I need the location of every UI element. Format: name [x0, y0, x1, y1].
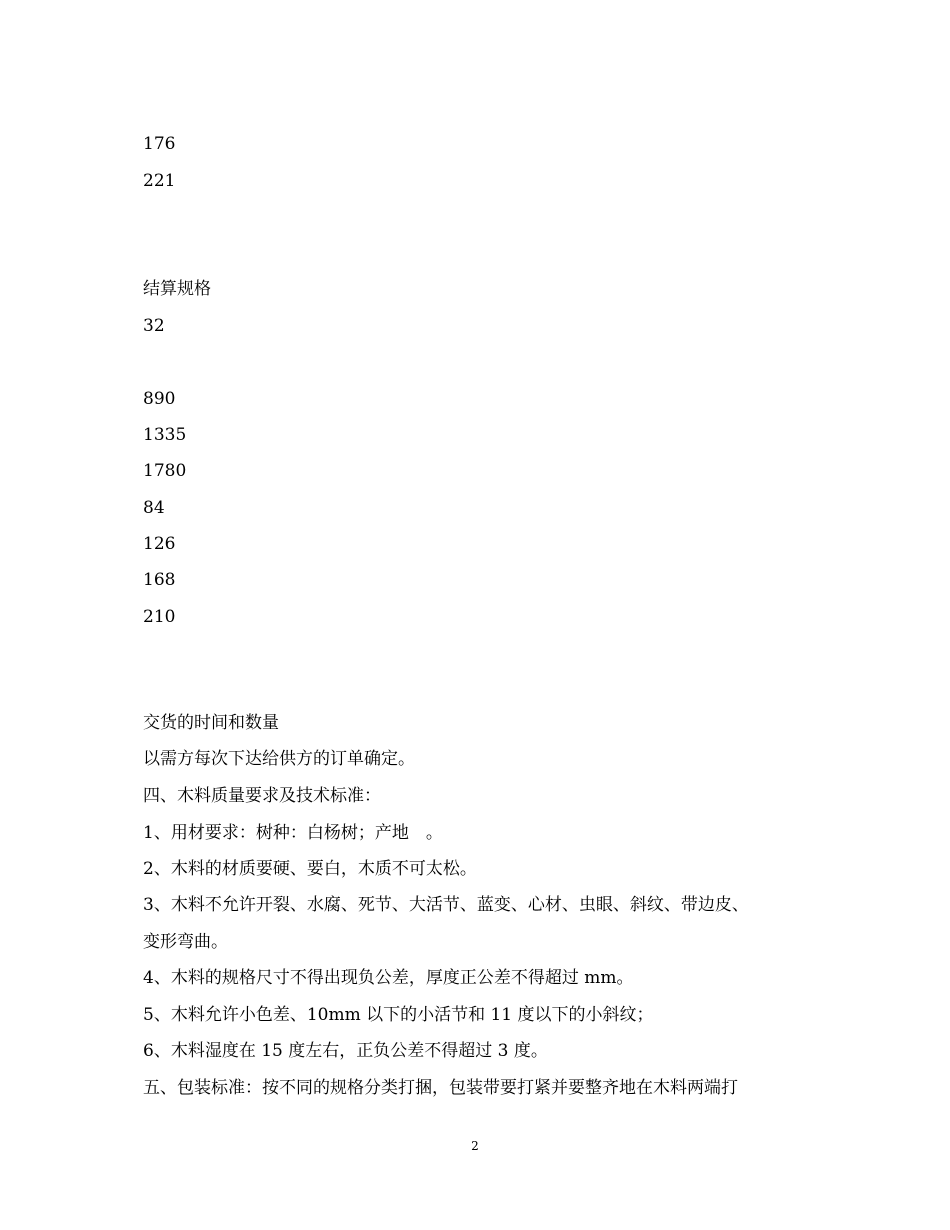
text-line-number: 126	[143, 534, 176, 554]
text-line-number: 890	[143, 389, 176, 409]
section-heading-delivery: 交货的时间和数量	[143, 713, 279, 733]
text-line-number: 221	[143, 171, 176, 191]
text-line-number: 84	[143, 498, 165, 518]
page-number: 2	[471, 1139, 479, 1153]
text-line-number: 1335	[143, 425, 187, 445]
section-label-settlement-spec: 结算规格	[143, 279, 211, 299]
list-item-1: 1、用材要求：树种：白杨树；产地 。	[143, 823, 443, 843]
section-heading-packaging: 五、包装标准：按不同的规格分类打捆，包装带要打紧并要整齐地在木料两端打	[143, 1078, 738, 1098]
text-line-number: 210	[143, 607, 176, 627]
text-line-number: 176	[143, 134, 176, 154]
list-item-4: 4、木料的规格尺寸不得出现负公差，厚度正公差不得超过 mm。	[143, 968, 634, 988]
text-line-number: 32	[143, 316, 165, 336]
list-item-3: 3、木料不允许开裂、水腐、死节、大活节、蓝变、心材、虫眼、斜纹、带边皮、	[143, 895, 749, 915]
text-line-number: 168	[143, 570, 176, 590]
list-item-2: 2、木料的材质要硬、要白，木质不可太松。	[143, 859, 477, 879]
list-item-5: 5、木料允许小色差、10mm 以下的小活节和 11 度以下的小斜纹；	[143, 1005, 654, 1025]
text-line-number: 1780	[143, 461, 187, 481]
paragraph-line: 以需方每次下达给供方的订单确定。	[143, 749, 415, 769]
list-item-6: 6、木料湿度在 15 度左右，正负公差不得超过 3 度。	[143, 1041, 548, 1061]
section-heading-quality: 四、木料质量要求及技术标准：	[143, 786, 381, 806]
list-item-3-continued: 变形弯曲。	[143, 932, 228, 952]
